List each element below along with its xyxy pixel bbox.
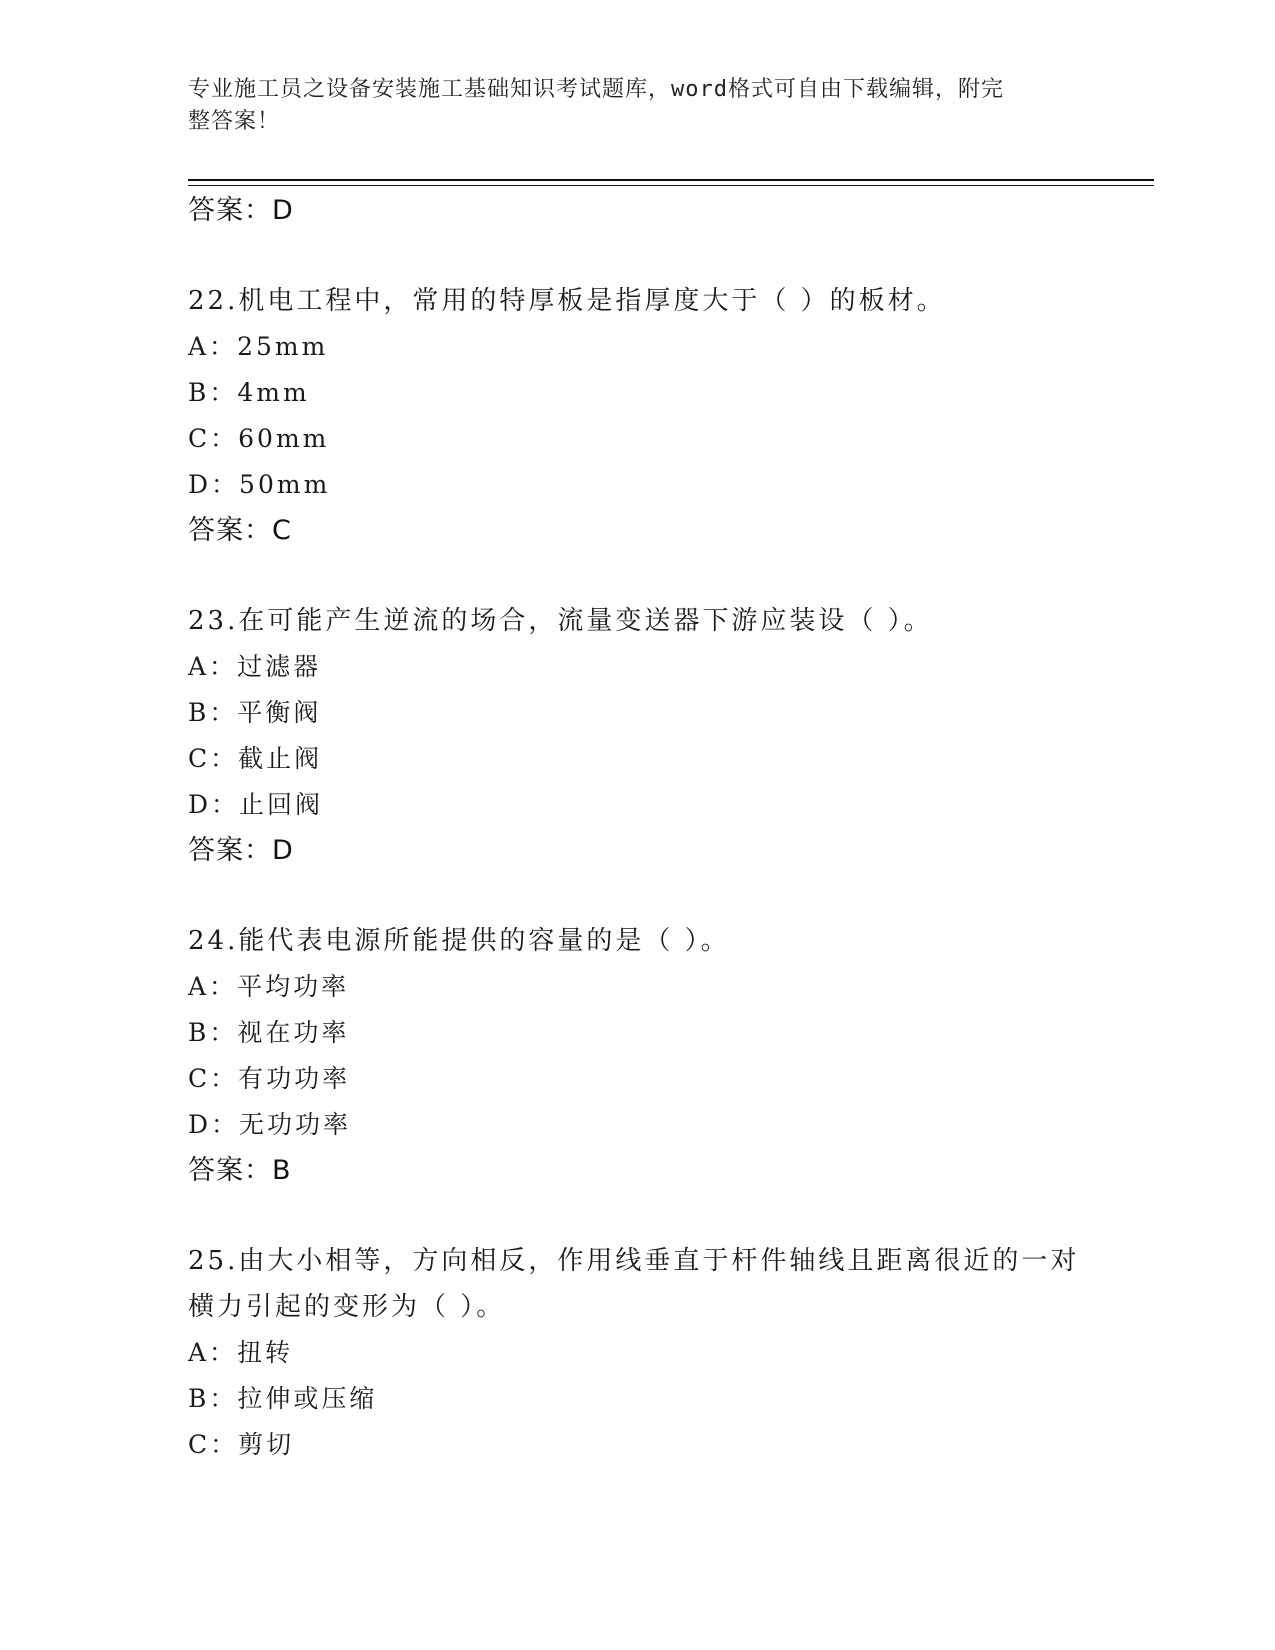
option-letter: A：: [188, 1338, 238, 1367]
option-text: 扭转: [237, 1338, 294, 1367]
question-number: 24.: [188, 926, 239, 956]
question-number: 25.: [188, 1246, 239, 1276]
option-b: [188, 690, 1088, 736]
question-list: [188, 188, 1088, 1468]
answer-value: C: [272, 515, 292, 546]
option-text: 60mm: [238, 424, 330, 453]
option-text: 过滤器: [237, 652, 322, 681]
question-text: 25.由大小相等，方向相反，作用线垂直于杆件轴线且距离很近的一对: [188, 1246, 1080, 1276]
header-divider-thin: [188, 185, 1154, 186]
answer-prefix: 答案：: [188, 195, 272, 226]
question-text-continued: 横力引起的变形为（ ）。: [188, 1292, 506, 1322]
option-letter: A：: [188, 972, 238, 1001]
option-letter: B：: [188, 378, 238, 407]
option-d: [188, 462, 1088, 508]
question-text: 22.机电工程中，常用的特厚板是指厚度大于（ ）的板材。: [188, 286, 946, 316]
answer-line: [188, 508, 1088, 554]
option-b: [188, 370, 1088, 416]
question-23: [188, 598, 1088, 874]
answer-value: D: [272, 835, 294, 866]
option-a: [188, 324, 1088, 370]
option-b: [188, 1376, 1088, 1422]
option-text: 有功功率: [238, 1064, 351, 1093]
option-d: [188, 782, 1088, 828]
option-a: [188, 1330, 1088, 1376]
option-c: [188, 1422, 1088, 1468]
option-b: [188, 1010, 1088, 1056]
option-letter: D：: [188, 1110, 240, 1139]
answer-prefix: 答案：: [188, 1155, 272, 1186]
option-c: [188, 1056, 1088, 1102]
option-text: 无功功率: [239, 1110, 352, 1139]
option-text: 视在功率: [237, 1018, 350, 1047]
option-text: 平均功率: [237, 972, 350, 1001]
header-divider-thick: [188, 179, 1154, 181]
option-letter: C：: [188, 744, 239, 773]
option-letter: B：: [188, 698, 238, 727]
answer-prefix: 答案：: [188, 835, 272, 866]
answer-prefix: 答案：: [188, 515, 272, 546]
question-22: [188, 278, 1088, 554]
question-text: 23.在可能产生逆流的场合，流量变送器下游应装设（ ）。: [188, 606, 933, 636]
option-text: 截止阀: [238, 744, 323, 773]
option-text: 平衡阀: [237, 698, 322, 727]
question-number: 22.: [188, 286, 239, 316]
answer-value: D: [272, 195, 294, 226]
option-letter: D：: [188, 790, 240, 819]
option-text: 25mm: [237, 332, 329, 361]
question-number: 23.: [188, 606, 239, 636]
option-text: 剪切: [238, 1430, 295, 1459]
option-text: 止回阀: [239, 790, 324, 819]
option-letter: D：: [188, 470, 240, 499]
option-text: 拉伸或压缩: [237, 1384, 378, 1413]
question-text: 24.能代表电源所能提供的容量的是（ ）。: [188, 926, 730, 956]
option-text: 50mm: [239, 470, 331, 499]
intro-line-1: 专业施工员之设备安装施工基础知识考试题库，word格式可自由下载编辑，附完: [188, 77, 1004, 102]
answer-line: [188, 828, 1088, 874]
option-text: 4mm: [237, 378, 310, 407]
option-d: [188, 1102, 1088, 1148]
option-letter: B：: [188, 1384, 238, 1413]
option-letter: C：: [188, 424, 239, 453]
question-25: [188, 1238, 1088, 1468]
option-letter: C：: [188, 1064, 239, 1093]
previous-answer: [188, 188, 1088, 234]
option-c: [188, 416, 1088, 462]
document-intro: [188, 74, 1088, 138]
option-c: [188, 736, 1088, 782]
answer-line: [188, 1148, 1088, 1194]
option-a: [188, 964, 1088, 1010]
answer-value: B: [272, 1155, 292, 1186]
option-a: [188, 644, 1088, 690]
option-letter: A：: [188, 652, 238, 681]
option-letter: C：: [188, 1430, 239, 1459]
option-letter: B：: [188, 1018, 238, 1047]
intro-line-2: 整答案！: [188, 109, 281, 134]
option-letter: A：: [188, 332, 238, 361]
question-24: [188, 918, 1088, 1194]
